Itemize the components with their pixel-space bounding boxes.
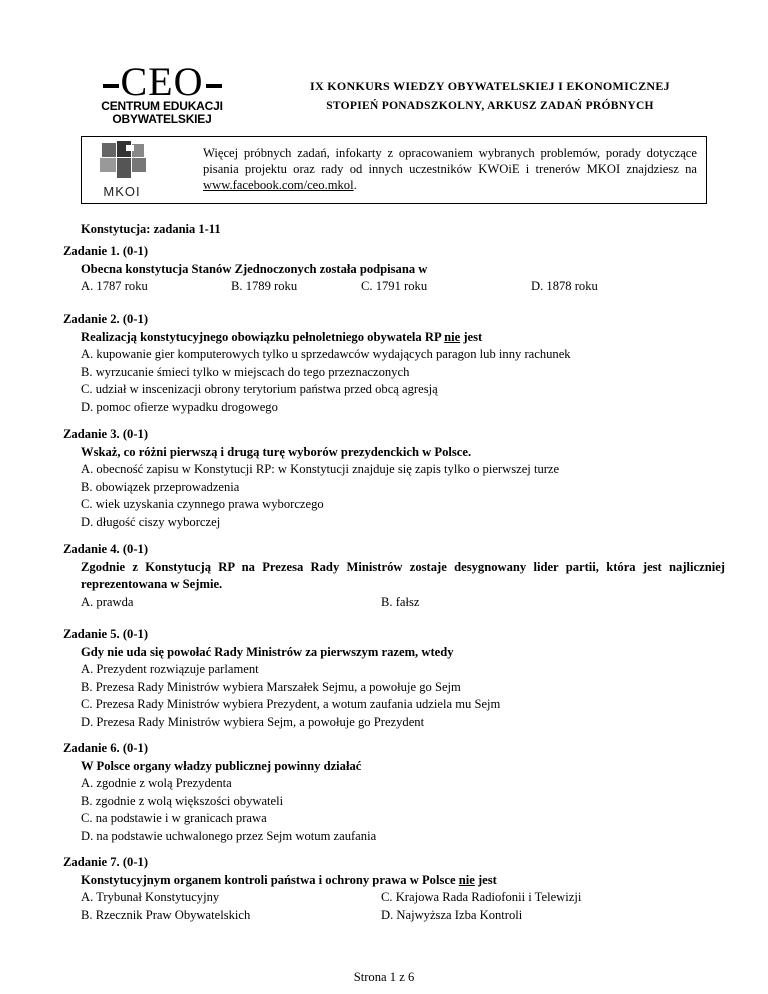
task-2-option-c[interactable]: C. udział w inscenizacji obrony terytorium państwa przed obcą agresją: [81, 382, 438, 397]
info-box: [81, 136, 707, 204]
task-1-question: Obecna konstytucja Stanów Zjednoczonych została podpisana w: [81, 261, 428, 276]
task-3-question: Wskaż, co różni pierwszą i drugą turę wyborów prezydenckich w Polsce.: [81, 444, 472, 459]
logo-line-1: CENTRUM EDUKACJI: [101, 99, 223, 113]
task-6-question: W Polsce organy władzy publicznej powinny działać: [81, 758, 362, 773]
task-4-options: [81, 594, 701, 612]
task-7-option-b[interactable]: B. Rzecznik Praw Obywatelskich: [81, 907, 251, 922]
task-5-option-d[interactable]: D. Prezesa Rady Ministrów wybiera Sejm, a powołuje go Prezydent: [81, 714, 425, 729]
task-1-option-b[interactable]: B. 1789 roku: [231, 279, 298, 294]
task-1-option-d[interactable]: D. 1878 roku: [531, 279, 598, 294]
task-3-title: Zadanie 3. (0-1): [63, 427, 149, 441]
task-1-title: Zadanie 1. (0-1): [63, 244, 149, 258]
task-7-option-a[interactable]: A. Trybunał Konstytucyjny: [81, 890, 220, 905]
task-4-question: Zgodnie z Konstytucją RP na Prezesa Rady Ministrów zostaje desygnowany lider partii, która jest najliczniej reprezentowana w Sejmie.: [81, 559, 725, 592]
task-2-question: Realizacją konstytucyjnego obowiązku pełnoletniego obywatela RP nie jest: [81, 329, 483, 344]
task-5-title: Zadanie 5. (0-1): [63, 627, 149, 641]
page-number: Strona 1 z 6: [353, 970, 415, 984]
task-7-option-c[interactable]: C. Krajowa Rada Radiofonii i Telewizji: [381, 890, 582, 905]
task-5: [63, 626, 500, 732]
task-3-option-d[interactable]: D. długość ciszy wyborczej: [81, 514, 221, 529]
task-2: [63, 311, 571, 417]
task-1-option-c[interactable]: C. 1791 roku: [361, 279, 428, 294]
task-6-title: Zadanie 6. (0-1): [63, 741, 149, 755]
ceo-logo: [92, 59, 232, 128]
task-7-options-row-2: [81, 907, 701, 925]
task-6-option-c[interactable]: C. na podstawie i w granicach prawa: [81, 811, 267, 826]
task-3-option-b[interactable]: B. obowiązek przeprowadzenia: [81, 479, 240, 494]
task-2-title: Zadanie 2. (0-1): [63, 312, 149, 326]
info-text: Więcej próbnych zadań, infokarty z opracowaniem wybranych problemów, porady dotyczące pisania projektu oraz rady od innych uczestników KWOiE i trenerów MKOI znajdziesz na www.facebook.com/ceo.mkol.: [203, 146, 697, 192]
puzzle-icon: [92, 141, 152, 181]
task-1: [63, 243, 681, 296]
document-title: IX KONKURS WIEDZY OBYWATELSKIEJ I EKONOMICZNEJ: [310, 79, 670, 93]
document-subtitle: STOPIEŃ PONADSZKOLNY, ARKUSZ ZADAŃ PRÓBNYCH: [326, 100, 654, 112]
task-5-option-b[interactable]: B. Prezesa Rady Ministrów wybiera Marszałek Sejmu, a powołuje go Sejm: [81, 679, 461, 694]
task-5-option-c[interactable]: C. Prezesa Rady Ministrów wybiera Prezydent, a wotum zaufania udziela mu Sejm: [81, 697, 501, 712]
task-3: [63, 426, 559, 532]
task-6-option-b[interactable]: B. zgodnie z wolą większości obywateli: [81, 793, 284, 808]
task-2-option-d[interactable]: D. pomoc ofierze wypadku drogowego: [81, 399, 278, 414]
logo-bar-left: [103, 84, 119, 88]
task-4: [63, 541, 725, 611]
task-2-option-b[interactable]: B. wyrzucanie śmieci tylko w miejscach do tego przeznaczonych: [81, 364, 410, 379]
mkoi-logo: [92, 141, 152, 199]
task-6: [63, 740, 376, 846]
task-2-option-a[interactable]: A. kupowanie gier komputerowych tylko u sprzedawców wydających paragon lub inny rachunek: [81, 347, 571, 362]
section-title: Konstytucja: zadania 1-11: [81, 222, 221, 236]
task-3-option-c[interactable]: C. wiek uzyskania czynnego prawa wyborczego: [81, 497, 324, 512]
task-7-option-d[interactable]: D. Najwyższa Izba Kontroli: [381, 907, 523, 922]
task-4-title: Zadanie 4. (0-1): [63, 542, 149, 556]
task-6-option-a[interactable]: A. zgodnie z wolą Prezydenta: [81, 776, 232, 791]
task-6-option-d[interactable]: D. na podstawie uchwalonego przez Sejm wotum zaufania: [81, 828, 377, 843]
mkoi-label: MKOI: [103, 184, 141, 199]
task-7-options-row-1: [81, 889, 701, 907]
task-5-option-a[interactable]: A. Prezydent rozwiązuje parlament: [81, 662, 259, 677]
logo-bar-right: [206, 84, 222, 88]
task-7-title: Zadanie 7. (0-1): [63, 855, 149, 869]
task-4-option-a[interactable]: A. prawda: [81, 594, 134, 609]
task-7: [63, 854, 701, 924]
task-1-option-a[interactable]: A. 1787 roku: [81, 279, 148, 294]
task-3-option-a[interactable]: A. obecność zapisu w Konstytucji RP: w Konstytucji znajduje się zapis tylko o pierwszej turze: [81, 462, 560, 477]
task-4-option-b[interactable]: B. fałsz: [381, 594, 420, 609]
task-7-question: Konstytucyjnym organem kontroli państwa i ochrony prawa w Polsce nie jest: [81, 872, 497, 887]
task-5-question: Gdy nie uda się powołać Rady Ministrów za pierwszym razem, wtedy: [81, 644, 454, 659]
logo-mark: CEO: [120, 59, 204, 104]
logo-line-2: OBYWATELSKIEJ: [112, 112, 212, 126]
task-1-options: [81, 278, 681, 296]
facebook-link[interactable]: www.facebook.com/ceo.mkol: [203, 178, 354, 192]
